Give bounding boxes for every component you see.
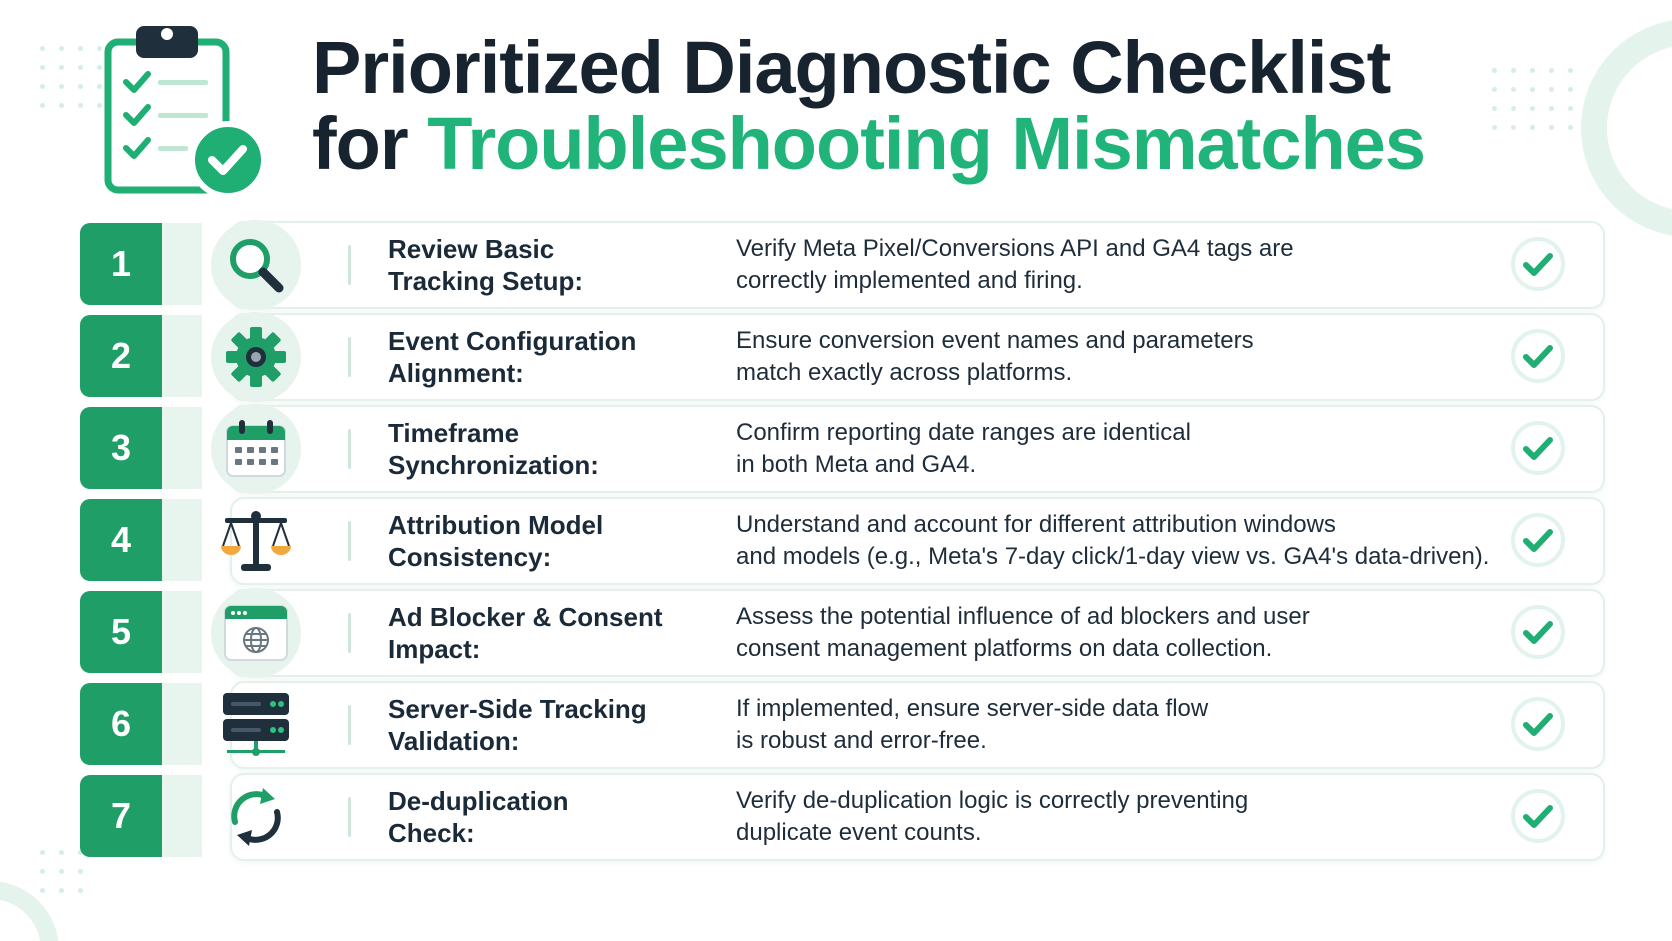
step-description-line-2: match exactly across platforms. bbox=[736, 359, 1073, 386]
checklist-row-1 bbox=[80, 221, 1603, 307]
step-number: 6 bbox=[80, 683, 162, 765]
step-label-line-2: Consistency: bbox=[388, 542, 552, 572]
step-label-line-2: Tracking Setup: bbox=[388, 266, 584, 296]
divider bbox=[348, 705, 351, 745]
checklist-row-3 bbox=[80, 405, 1603, 491]
step-description bbox=[736, 325, 1496, 389]
check-circle-icon bbox=[1510, 788, 1566, 844]
step-number: 4 bbox=[80, 499, 162, 581]
number-tab-extension bbox=[162, 407, 202, 489]
step-description bbox=[736, 417, 1496, 481]
number-tab-extension bbox=[162, 683, 202, 765]
step-label-line-1: Review Basic bbox=[388, 234, 555, 264]
step-description-line-1: Confirm reporting date ranges are identical bbox=[736, 419, 1191, 446]
icon-circle bbox=[211, 680, 301, 770]
step-number: 5 bbox=[80, 591, 162, 673]
step-label-line-2: Synchronization: bbox=[388, 450, 599, 480]
step-label-line-2: Check: bbox=[388, 818, 475, 848]
divider bbox=[348, 429, 351, 469]
step-description-line-1: Verify Meta Pixel/Conversions API and GA4 tags are bbox=[736, 235, 1294, 262]
number-tab-extension bbox=[162, 775, 202, 857]
step-label bbox=[388, 233, 718, 297]
step-label-line-1: Event Configuration bbox=[388, 326, 637, 356]
step-label-line-1: De-duplication bbox=[388, 786, 569, 816]
step-label-line-2: Alignment: bbox=[388, 358, 524, 388]
gear-icon bbox=[224, 325, 288, 389]
calendar-icon bbox=[223, 416, 289, 482]
search-icon bbox=[224, 233, 288, 297]
title-line-2 bbox=[312, 102, 1425, 185]
step-description-line-1: If implemented, ensure server-side data flow bbox=[736, 695, 1209, 722]
step-description-line-1: Understand and account for different attribution windows bbox=[736, 511, 1336, 538]
check-circle-icon bbox=[1510, 420, 1566, 476]
step-label bbox=[388, 693, 718, 757]
browser-globe-icon bbox=[223, 604, 289, 662]
refresh-cycle-icon bbox=[223, 784, 289, 850]
clipboard-check-icon bbox=[100, 20, 270, 200]
check-circle-icon bbox=[1510, 512, 1566, 568]
checklist-row-2 bbox=[80, 313, 1603, 399]
step-description-line-1: Verify de-duplication logic is correctly preventing bbox=[736, 787, 1249, 814]
number-tab-extension bbox=[162, 591, 202, 673]
step-number: 7 bbox=[80, 775, 162, 857]
step-description-line-2: correctly implemented and firing. bbox=[736, 267, 1083, 294]
step-label-line-1: Attribution Model bbox=[388, 510, 604, 540]
number-tab-extension bbox=[162, 223, 202, 305]
step-label bbox=[388, 785, 718, 849]
step-description-line-2: consent management platforms on data collection. bbox=[736, 635, 1273, 662]
icon-circle bbox=[211, 588, 301, 678]
checklist-row-4 bbox=[80, 497, 1603, 583]
title-line-2-prefix: for bbox=[312, 102, 428, 185]
page-title bbox=[312, 26, 1425, 185]
divider bbox=[348, 797, 351, 837]
step-description-line-2: duplicate event counts. bbox=[736, 819, 982, 846]
step-number: 2 bbox=[80, 315, 162, 397]
title-line-2-accent: Troubleshooting Mismatches bbox=[427, 102, 1425, 185]
icon-circle bbox=[211, 404, 301, 494]
step-description bbox=[736, 233, 1496, 297]
divider bbox=[348, 613, 351, 653]
check-circle-icon bbox=[1510, 696, 1566, 752]
step-label bbox=[388, 509, 718, 573]
step-description-line-1: Ensure conversion event names and parameters bbox=[736, 327, 1254, 354]
step-label bbox=[388, 417, 718, 481]
number-tab-extension bbox=[162, 315, 202, 397]
icon-circle bbox=[211, 772, 301, 862]
divider bbox=[348, 337, 351, 377]
step-description bbox=[736, 509, 1496, 573]
icon-circle bbox=[211, 496, 301, 586]
step-label-line-1: Server-Side Tracking bbox=[388, 694, 647, 724]
icon-circle bbox=[211, 312, 301, 402]
divider bbox=[348, 521, 351, 561]
step-description bbox=[736, 785, 1496, 849]
scales-icon bbox=[219, 508, 293, 574]
icon-circle bbox=[211, 220, 301, 310]
step-label-line-2: Impact: bbox=[388, 634, 481, 664]
checklist-row-5 bbox=[80, 589, 1603, 675]
checklist-row-7 bbox=[80, 773, 1603, 859]
decorative-ring-bottom-left bbox=[0, 860, 70, 941]
check-circle-icon bbox=[1510, 236, 1566, 292]
server-icon bbox=[221, 691, 291, 759]
step-description-line-2: is robust and error-free. bbox=[736, 727, 987, 754]
step-number: 1 bbox=[80, 223, 162, 305]
step-description bbox=[736, 601, 1496, 665]
step-number: 3 bbox=[80, 407, 162, 489]
number-tab-extension bbox=[162, 499, 202, 581]
check-circle-icon bbox=[1510, 604, 1566, 660]
title-line-1: Prioritized Diagnostic Checklist bbox=[312, 26, 1391, 109]
step-label-line-1: Timeframe bbox=[388, 418, 520, 448]
step-label-line-2: Validation: bbox=[388, 726, 520, 756]
step-description-line-2: and models (e.g., Meta's 7-day click/1-day view vs. GA4's data-driven). bbox=[736, 543, 1490, 570]
step-description-line-1: Assess the potential influence of ad blockers and user bbox=[736, 603, 1310, 630]
step-label bbox=[388, 325, 718, 389]
step-label-line-1: Ad Blocker & Consent bbox=[388, 602, 663, 632]
check-circle-icon bbox=[1510, 328, 1566, 384]
checklist-row-6 bbox=[80, 681, 1603, 767]
decorative-ring-top-right bbox=[1560, 20, 1672, 240]
divider bbox=[348, 245, 351, 285]
step-description-line-2: in both Meta and GA4. bbox=[736, 451, 977, 478]
step-description bbox=[736, 693, 1496, 757]
step-label bbox=[388, 601, 718, 665]
